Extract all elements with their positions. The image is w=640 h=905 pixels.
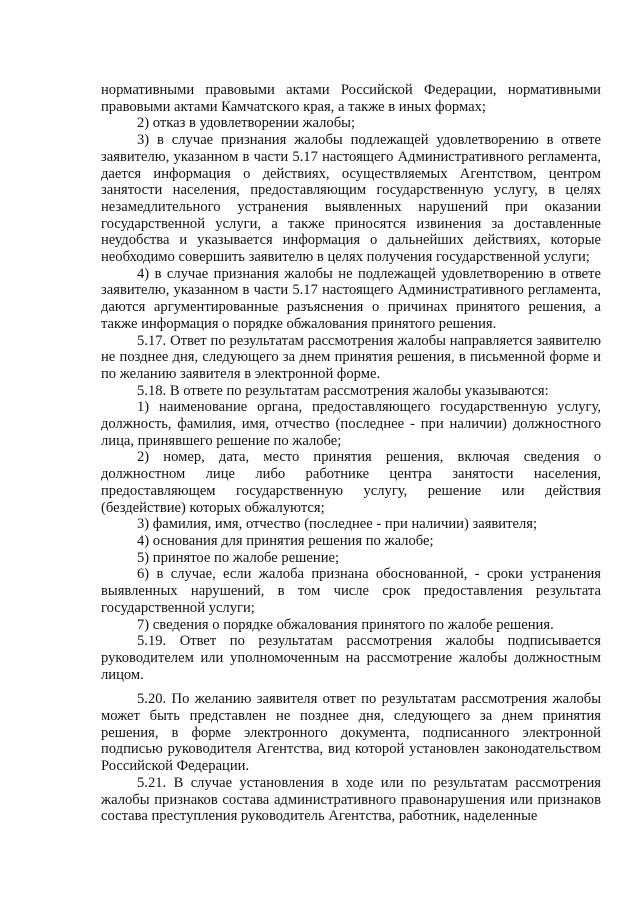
document-body (101, 82, 601, 825)
document-paragraph: 4) в случае признания жалобы не подлежащей удовлетворению в ответе заявителю, указанном в части 5.17 настоящего Административного регламента, даются аргументированные разъяснения о причинах принятого решения, а также информация о порядке обжалования принятого решения. (101, 265, 601, 332)
document-paragraph: 5.20. По желанию заявителя ответ по результатам рассмотрения жалобы может быть представлен не позднее дня, следующего за днем принятия решения, в форме электронного документа, подписанного электронной подписью руководителя Агентства, вид которой установлен законодательством Российской Федерации. (101, 691, 601, 775)
document-paragraph: 5.17. Ответ по результатам рассмотрения жалобы направляется заявителю не позднее дня, следующего за днем принятия решения, в письменной форме и по желанию заявителя в электронной форме. (101, 332, 601, 382)
document-paragraph: 1) наименование органа, предоставляющего государственную услугу, должность, фамилия, имя, отчество (последнее - при наличии) должностного лица, принявшего решение по жалобе; (101, 399, 601, 449)
document-paragraph: 3) фамилия, имя, отчество (последнее - при наличии) заявителя; (137, 516, 538, 533)
document-paragraph: 6) в случае, если жалоба признана обоснованной, - сроки устранения выявленных нарушений, в том числе срок предоставления результата государственной услуги; (101, 566, 601, 616)
document-paragraph: нормативными правовыми актами Российской Федерации, нормативными правовыми актами Камчатского края, а также в иных формах; (101, 82, 601, 115)
document-paragraph: 5.18. В ответе по результатам рассмотрения жалобы указываются: (137, 382, 549, 399)
document-paragraph: 3) в случае признания жалобы подлежащей удовлетворению в ответе заявителю, указанном в части 5.17 настоящего Административного регламента, дается информация о действиях, осуществляемых Агентством, центром занятости населения, предоставляющим государственную услугу, в целях незамедлительного устранения выявленных нарушений при оказании государственной услуги, а также приносятся извинения за доставленные неудобства и указывается информация о дальнейших действиях, которые необходимо совершить заявителю в целях получения государственной услуги; (101, 132, 601, 266)
document-paragraph: 5.21. В случае установления в ходе или по результатам рассмотрения жалобы признаков состава административного правонарушения или признаков состава преступления руководитель Агентства, работник, наделенные (101, 774, 601, 825)
document-paragraph: 4) основания для принятия решения по жалобе; (137, 532, 434, 549)
document-paragraph: 2) номер, дата, место принятия решения, включая сведения о должностном лице либо работнике центра занятости населения, предоставляющем государственную услугу, решение или действия (бездействие) которых обжалуются; (101, 449, 601, 516)
document-paragraph: 2) отказ в удовлетворении жалобы; (137, 115, 356, 132)
document-paragraph: 5.19. Ответ по результатам рассмотрения жалобы подписывается руководителем или уполномоченным на рассмотрение жалобы должностным лицом. (101, 633, 601, 683)
document-paragraph: 7) сведения о порядке обжалования принятого по жалобе решения. (137, 616, 554, 633)
document-paragraph: 5) принятое по жалобе решение; (137, 549, 340, 566)
